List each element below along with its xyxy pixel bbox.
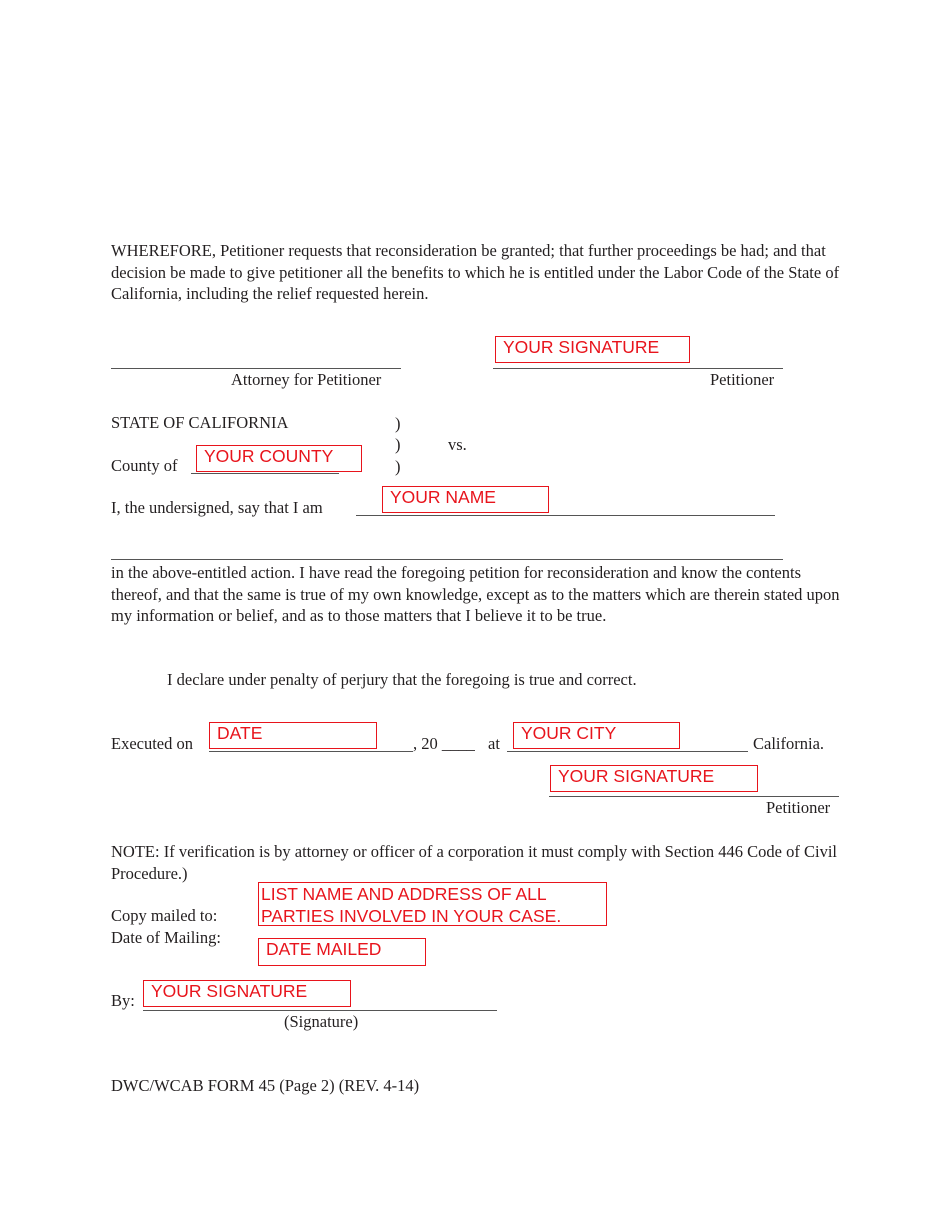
copy-mailed-label: Copy mailed to:	[111, 906, 218, 925]
county-label: County of	[111, 456, 178, 475]
county-field[interactable]: YOUR COUNTY	[196, 445, 362, 472]
county-line	[191, 473, 339, 474]
by-signature-field[interactable]: YOUR SIGNATURE	[143, 980, 351, 1007]
date-line	[209, 751, 413, 752]
petitioner-signature-field[interactable]: YOUR SIGNATURE	[495, 336, 690, 363]
city-field[interactable]: YOUR CITY	[513, 722, 680, 749]
note-paragraph: NOTE: If verification is by attorney or officer of a corporation it must comply with Section 446 Code of Civil Procedure.)	[111, 842, 837, 883]
venue-paren-3: )	[395, 457, 401, 476]
capacity-line	[111, 559, 783, 560]
city-line	[507, 751, 748, 752]
executed-petitioner-label: Petitioner	[766, 798, 831, 817]
signature-caption: (Signature)	[284, 1012, 359, 1031]
form-footer: DWC/WCAB FORM 45 (Page 2) (REV. 4-14)	[111, 1076, 420, 1095]
name-field[interactable]: YOUR NAME	[382, 486, 549, 513]
state-of-california: STATE OF CALIFORNIA	[111, 413, 289, 432]
california-text: California.	[753, 734, 825, 753]
year-text: , 20 ____	[413, 734, 475, 753]
parties-field[interactable]: LIST NAME AND ADDRESS OF ALL PARTIES INVOLVED IN YOUR CASE.	[258, 882, 607, 926]
venue-paren-2: )	[395, 435, 401, 454]
petitioner-label: Petitioner	[710, 370, 775, 389]
name-line	[356, 515, 775, 516]
executed-signature-field[interactable]: YOUR SIGNATURE	[550, 765, 758, 792]
date-of-mailing-label: Date of Mailing:	[111, 928, 221, 947]
declaration-statement: I declare under penalty of perjury that the foregoing is true and correct.	[167, 670, 637, 689]
date-field[interactable]: DATE	[209, 722, 377, 749]
date-mailed-field[interactable]: DATE MAILED	[258, 938, 426, 966]
venue-paren-1: )	[395, 414, 401, 433]
wherefore-paragraph: WHEREFORE, Petitioner requests that reconsideration be granted; that further proceedings be had; and that decision be made to give petitioner all the benefits to which he is entitled under the Labor Code of the State of California, including the relief requested herein.	[111, 241, 840, 303]
undersigned-label: I, the undersigned, say that I am	[111, 498, 323, 517]
at-label: at	[488, 734, 500, 753]
verification-paragraph: in the above-entitled action. I have read the foregoing petition for reconsideration and know the contents thereof, and that the same is true of my own knowledge, except as to the matters which are therein stated upon my information or belief, and as to those matters that I believe it to be true.	[111, 563, 840, 625]
vs-label: vs.	[448, 435, 467, 454]
by-label: By:	[111, 991, 135, 1010]
executed-on-label: Executed on	[111, 734, 194, 753]
attorney-label: Attorney for Petitioner	[231, 370, 382, 389]
